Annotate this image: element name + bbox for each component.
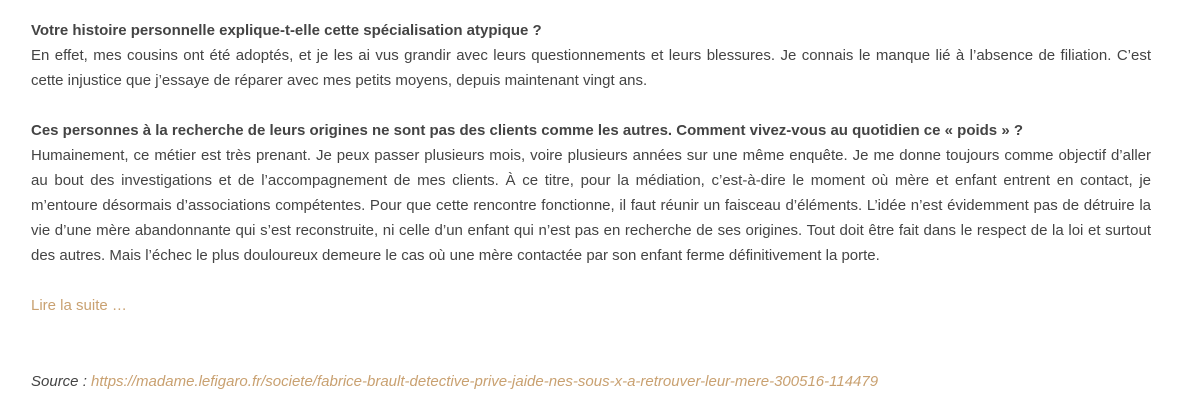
answer-1: En effet, mes cousins ont été adoptés, et je les ai vus grandir avec leurs questionnements et leurs blessures. Je connais le manque lié à l’absence de filiation. C’est cette injustice que j’essaye de réparer avec mes petits moyens, depuis maintenant vingt ans. [31, 47, 1151, 89]
qa-block-2 [31, 118, 1151, 268]
answer-2: Humainement, ce métier est très prenant. Je peux passer plusieurs mois, voire plusieurs années sur une même enquête. Je me donne toujours comme objectif d’aller au bout des investigations et de l’accompagnement de mes clients. À ce titre, pour la médiation, c’est-à-dire le moment où mère et enfant entrent en contact, je m’entoure désormais d’associations compétentes. Pour que cette rencontre fonctionne, il faut réunir un faisceau d’éléments. L’idée n’est évidemment pas de détruire la vie d’une mère abandonnante qui s’est reconstruite, ni celle d’un enfant qui n’est pas en recherche de ses origines. Tout doit être fait dans le respect de la loi et surtout des autres. Mais l’échec le plus douloureux demeure le cas où une mère contactée par son enfant ferme définitivement la porte. [31, 147, 1151, 264]
article-body [31, 18, 1151, 318]
qa-block-1 [31, 18, 1151, 93]
source-label: Source : [31, 373, 92, 390]
paragraph-spacer [31, 93, 1151, 118]
source-link[interactable]: https://madame.lefigaro.fr/societe/fabrice-brault-detective-prive-jaide-nes-sous-x-a-retrouver-leur-mere-300516-114479 [91, 373, 879, 390]
read-more-link[interactable]: Lire la suite … [31, 297, 127, 314]
read-more-container [31, 293, 1151, 318]
question-1: Votre histoire personnelle explique-t-elle cette spécialisation atypique ? [31, 22, 542, 39]
question-2: Ces personnes à la recherche de leurs origines ne sont pas des clients comme les autres. Comment vivez-vous au quotidien ce « poids » ? [31, 122, 1023, 139]
source-line [31, 369, 878, 394]
